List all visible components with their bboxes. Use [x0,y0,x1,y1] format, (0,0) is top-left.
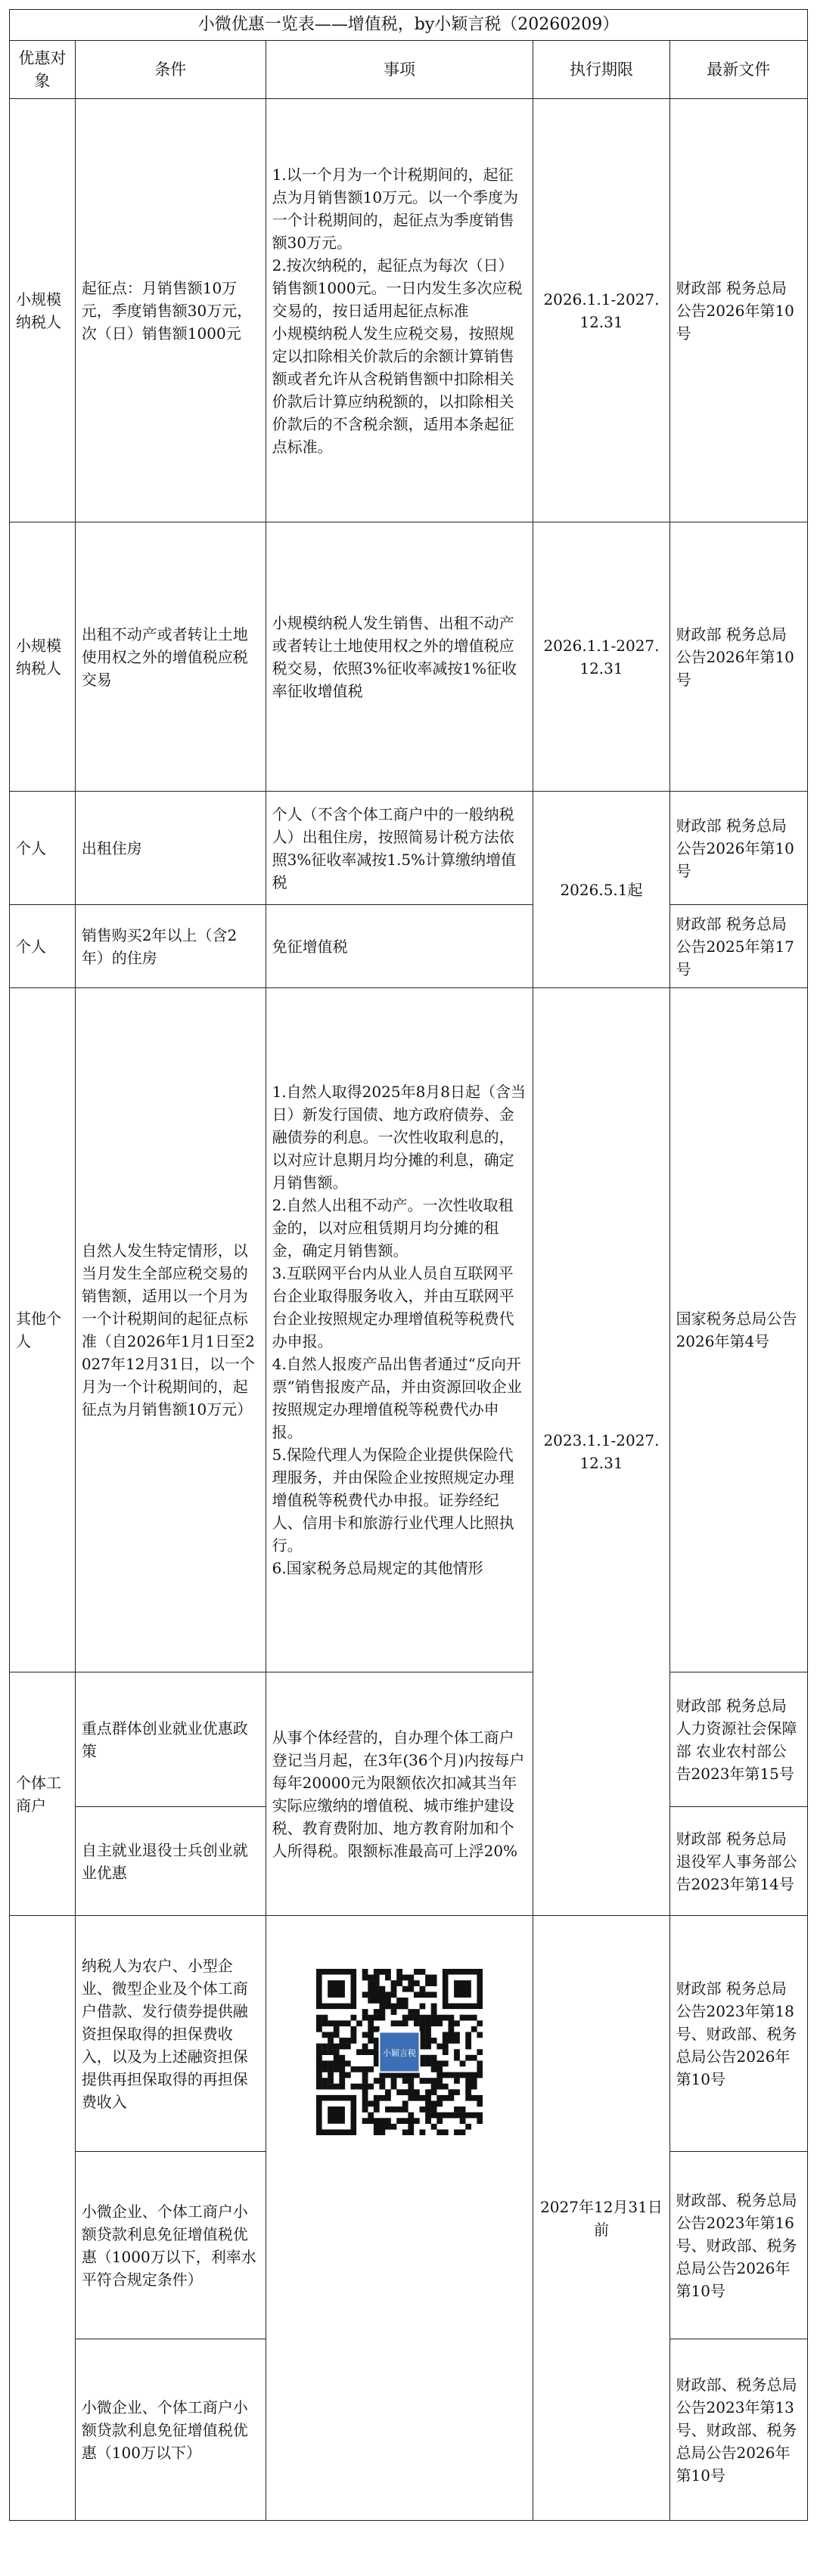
header-condition: 条件 [75,41,266,99]
matter-item: 小规模纳税人发生应税交易，按照规定以扣除相关价款后的余额计算销售额或者允许从含税销售额中扣除相关价款后计算应纳税额的，以扣除相关价款后的不含税余额，适用本条起征点标准。 [272,324,514,456]
matter-cell: 免征增值税 [266,905,533,988]
table-row [10,99,808,522]
document-cell: 财政部 税务总局 人力资源社会保障部 农业农村部公告2023年第15号 [669,1672,807,1807]
condition-cell: 自主就业退役士兵创业就业优惠 [75,1807,266,1916]
period-cell: 2027年12月31日前 [533,1916,669,2521]
document-cell: 财政部、税务总局公告2023年第13号、财政部、税务总局公告2026年第10号 [669,2339,807,2521]
policy-sheet [9,9,808,2521]
target-cell-empty [10,1916,76,2521]
document-cell: 财政部 税务总局公告2025年第17号 [669,905,807,988]
title-row [10,10,808,41]
condition-cell: 纳税人为农户、小型企业、微型企业及个体工商户借款、发行债券提供融资担保取得的担保费收入，以及为上述融资担保提供再担保取得的再担保费收入 [75,1916,266,2152]
condition-cell: 销售购买2年以上（含2年）的住房 [75,905,266,988]
matter-item: 2.自然人出租不动产。一次性收取租金的，以对应租赁期月均分摊的租金，确定月销售额。 [272,1196,514,1260]
matter-item: 5.保险代理人为保险企业提供保险代理服务，并由保险企业按照规定办理增值税等税费代办申报。证券经纪人、信用卡和旅游行业代理人比照执行。 [272,1446,514,1555]
target-cell: 其他个人 [10,988,76,1672]
target-cell: 个体工商户 [10,1672,76,1916]
document-cell: 财政部 税务总局 退役军人事务部公告2023年第14号 [669,1807,807,1916]
condition-cell: 小微企业、个体工商户小额贷款利息免征增值税优惠（100万以下） [75,2339,266,2521]
table-row [10,522,808,792]
header-period: 执行期限 [533,41,669,99]
matter-cell: 个人（不含个体工商户中的一般纳税人）出租住房，按照简易计税方法依照3%征收率减按1.5%计算缴纳增值税 [266,792,533,905]
condition-cell: 出租不动产或者转让土地使用权之外的增值税应税交易 [75,522,266,792]
matter-item: 3.互联网平台内从业人员自互联网平台企业取得服务收入，并由互联网平台企业按照规定办理增值税等税费代办申报。 [272,1264,514,1350]
condition-cell: 小微企业、个体工商户小额贷款利息免征增值税优惠（1000万以下，利率水平符合规定条件） [75,2152,266,2339]
matter-item: 6.国家税务总局规定的其他情形 [272,1559,483,1577]
document-cell: 财政部、税务总局公告2023年第16号、财政部、税务总局公告2026年第10号 [669,2152,807,2339]
table-row [10,792,808,905]
target-cell: 个人 [10,905,76,988]
period-cell: 2023.1.1-2027.12.31 [533,988,669,1916]
header-target: 优惠对象 [10,41,76,99]
header-document: 最新文件 [669,41,807,99]
target-cell: 小规模纳税人 [10,99,76,522]
table-row [10,905,808,988]
header-matter: 事项 [266,41,533,99]
target-cell: 小规模纳税人 [10,522,76,792]
condition-cell: 重点群体创业就业优惠政策 [75,1672,266,1807]
table-row [10,988,808,1672]
document-cell: 财政部 税务总局公告2026年第10号 [669,792,807,905]
condition-cell: 起征点：月销售额10万元，季度销售额30万元，次（日）销售额1000元 [75,99,266,522]
period-cell: 2026.1.1-2027.12.31 [533,99,669,522]
qr-cell [266,1916,533,2521]
qr-code-image [316,1969,483,2135]
matter-item: 4.自然人报废产品出售者通过“反向开票”销售报废产品，并由资源回收企业按照规定办理增值税等税费代办申报。 [272,1355,522,1441]
matter-item: 1.自然人取得2025年8月8日起（含当日）新发行国债、地方政府债券、金融债券的利息。一次性收取利息的，以对应计息期月均分摊的利息，确定月销售额。 [272,1083,527,1192]
table-row [10,1916,808,2152]
matter-item: 2.按次纳税的，起征点为每次（日）销售额1000元。一日内发生多次应税交易的，按日适用起征点标准 [272,256,523,320]
matter-cell: 小规模纳税人发生销售、出租不动产或者转让土地使用权之外的增值税应税交易，依照3%征收率减按1%征收率征收增值税 [266,522,533,792]
matter-cell [266,988,533,1672]
target-cell: 个人 [10,792,76,905]
condition-cell: 出租住房 [75,792,266,905]
document-cell: 国家税务总局公告2026年第4号 [669,988,807,1672]
table-title: 小微优惠一览表——增值税，by小颖言税（20260209） [10,10,808,41]
matter-cell [266,99,533,522]
table-row [10,1672,808,1807]
period-cell: 2026.5.1起 [533,792,669,988]
header-row [10,41,808,99]
qr-logo-text: 小颖言税 [383,2048,416,2058]
document-cell: 财政部 税务总局公告2023年第18号、财政部、税务总局公告2026年第10号 [669,1916,807,2152]
period-cell: 2026.1.1-2027.12.31 [533,522,669,792]
condition-cell: 自然人发生特定情形，以当月发生全部应税交易的销售额，适用以一个月为一个计税期间的起征点标准（自2026年1月1日至2027年12月31日，以一个月为一个计税期间的，起征点为月销售额10万元） [75,988,266,1672]
matter-item: 1.以一个月为一个计税期间的，起征点为月销售额10万元。以一个季度为一个计税期间的，起征点为季度销售额30万元。 [272,165,519,252]
document-cell: 财政部 税务总局公告2026年第10号 [669,522,807,792]
matter-cell: 从事个体经营的，自办理个体工商户登记当月起，在3年(36个月)内按每户每年20000元为限额依次扣减其当年实际应缴纳的增值税、城市维护建设税、教育费附加、地方教育附加和个人所得税。限额标准最高可上浮20% [266,1672,533,1916]
qr-code-wrap [272,1969,527,2135]
policy-table [9,9,808,2521]
document-cell: 财政部 税务总局公告2026年第10号 [669,99,807,522]
